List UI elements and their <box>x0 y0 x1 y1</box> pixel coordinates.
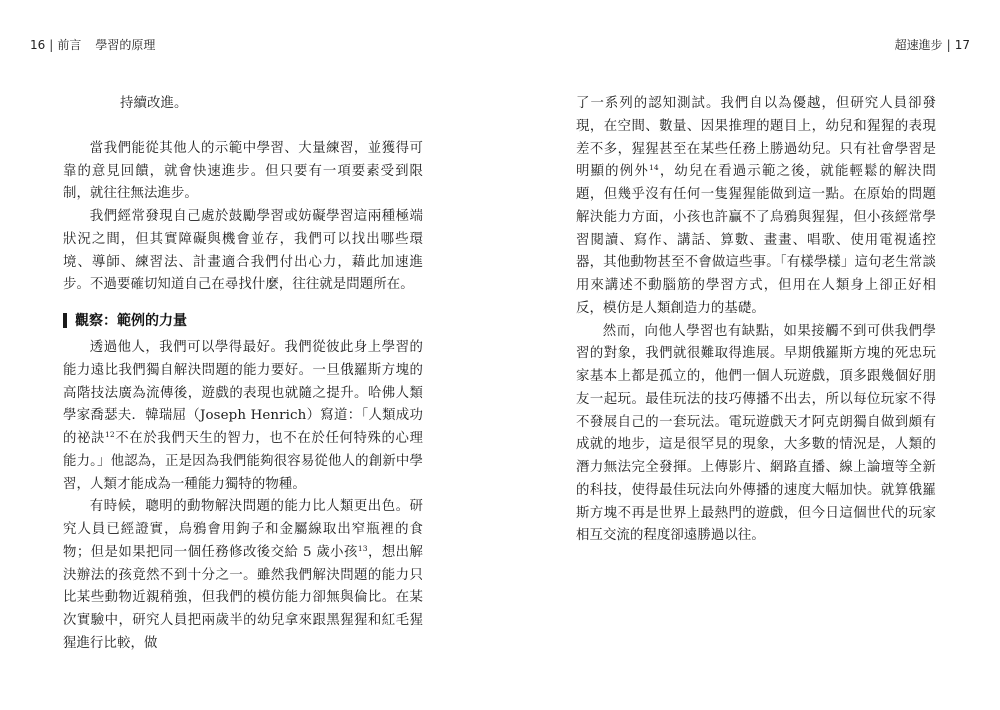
left-page-body <box>63 93 423 656</box>
right-page-body <box>576 93 936 548</box>
left-running-head <box>30 38 155 52</box>
paragraph-text: 了一系列的認知測試。我們自以為優越，但研究人員卻發現，在空間、數量、因果推理的題目上，幼兒和猩猩的表現差不多，猩猩甚至在某些任務上勝過幼兒。只有社會學習是明顯的例外 <box>576 96 936 180</box>
footnote-marker: 12 <box>105 430 115 439</box>
paragraph-text: 透過他人，我們可以學得最好。我們從彼此身上學習的能力遠比我們獨自解決問題的能力要好。一旦俄羅斯方塊的高階技法廣為流傳後，遊戲的表現也就隨之提升。哈佛人類學家喬瑟夫．韓瑞屈（Joseph Henrich）寫道：「人類成功的祕訣 <box>63 340 423 446</box>
paragraph-text: 有時候，聰明的動物解決問題的能力比人類更出色。研究人員已經證實，烏鴉會用鉤子和金屬線取出窄瓶裡的食物；但是如果把同一個任務修改後交給 5 歲小孩 <box>63 499 423 560</box>
continued-line: 持續改進。 <box>120 96 188 111</box>
footnote-marker: 14 <box>648 163 659 173</box>
header-separator: | <box>946 38 951 52</box>
paragraph: 然而，向他人學習也有缺點，如果接觸不到可供我們學習的對象，我們就很難取得進展。早期俄羅斯方塊的死忠玩家基本上都是孤立的，他們一個人玩遊戲，頂多跟幾個好朋友一起玩。最佳玩法的技巧傳播不出去，所以每位玩家不得不發展自己的一套玩法。電玩遊戲天才阿克朗獨自做到頗有成就的地步，這是很罕見的現象，大多數的情況是，人類的潛力無法完全發揮。上傳影片、網路直播、線上論壇等全新的科技，使得最佳玩法向外傳播的速度大幅加快。就算俄羅斯方塊不再是世界上最熱門的遊戲，但今日這個世代的玩家相互交流的程度卻遠勝過以往。 <box>576 323 936 544</box>
header-separator: | <box>49 38 54 52</box>
paragraph-text: ，想出解決辦法的孩竟然不到十分之一。雖然我們解決問題的能力只比某些動物近親稍強，但我們的模仿能力卻無與倫比。在某次實驗中，研究人員把兩歲半的幼兒拿來跟黑猩猩和紅毛猩猩進行比較，做 <box>63 544 423 651</box>
paragraph <box>63 337 423 496</box>
right-running-head <box>895 38 970 52</box>
paragraph <box>576 93 936 321</box>
right-chapter-title: 超速進步 <box>894 38 943 52</box>
paragraph: 當我們能從其他人的示範中學習、大量練習，並獲得可靠的意見回饋，就會快速進步。但只要有一項要素受到限制，就往往無法進步。 <box>63 140 423 202</box>
paragraph-text: 不在於我們天生的智力，也不在於任何特殊的心理能力。」他認為，正是因為我們能夠很容易從他人的創新中學習，人類才能成為一種能力獨特的物種。 <box>63 431 423 492</box>
section-heading <box>63 307 423 333</box>
footnote-marker: 13 <box>357 543 368 553</box>
section-heading-text: 觀察：範例的力量 <box>75 313 187 329</box>
left-chapter-title: 學習的原理 <box>95 38 156 52</box>
heading-bar-marker <box>63 313 67 328</box>
paragraph-text: ，幼兒在看過示範之後，就能輕鬆的解決問題，但幾乎沒有任何一隻猩猩能做到這一點。在原始的問題解決能力方面，小孩也許贏不了烏鴉與猩猩，但小孩經常學習閱讀、寫作、講話、算數、畫畫、唱歌、使用電視遙控器，其他動物甚至不會做這些事。「有樣學樣」這句老生常談用來講述不動腦筋的學習方式，但用在人類身上卻正好相反，模仿是人類創造力的基礎。 <box>576 164 936 316</box>
paragraph <box>63 496 423 655</box>
left-section-label: 前言 <box>57 38 82 52</box>
paragraph: 我們經常發現自己處於鼓勵學習或妨礙學習這兩種極端狀況之間，但其實障礙與機會並存，我們可以找出哪些環境、導師、練習法、計畫適合我們付出心力，藉此加速進步。不過要確切知道自己在尋找什麼，往往就是問題所在。 <box>63 209 423 293</box>
left-page-number: 16 <box>30 38 46 52</box>
right-page-number: 17 <box>954 38 970 52</box>
